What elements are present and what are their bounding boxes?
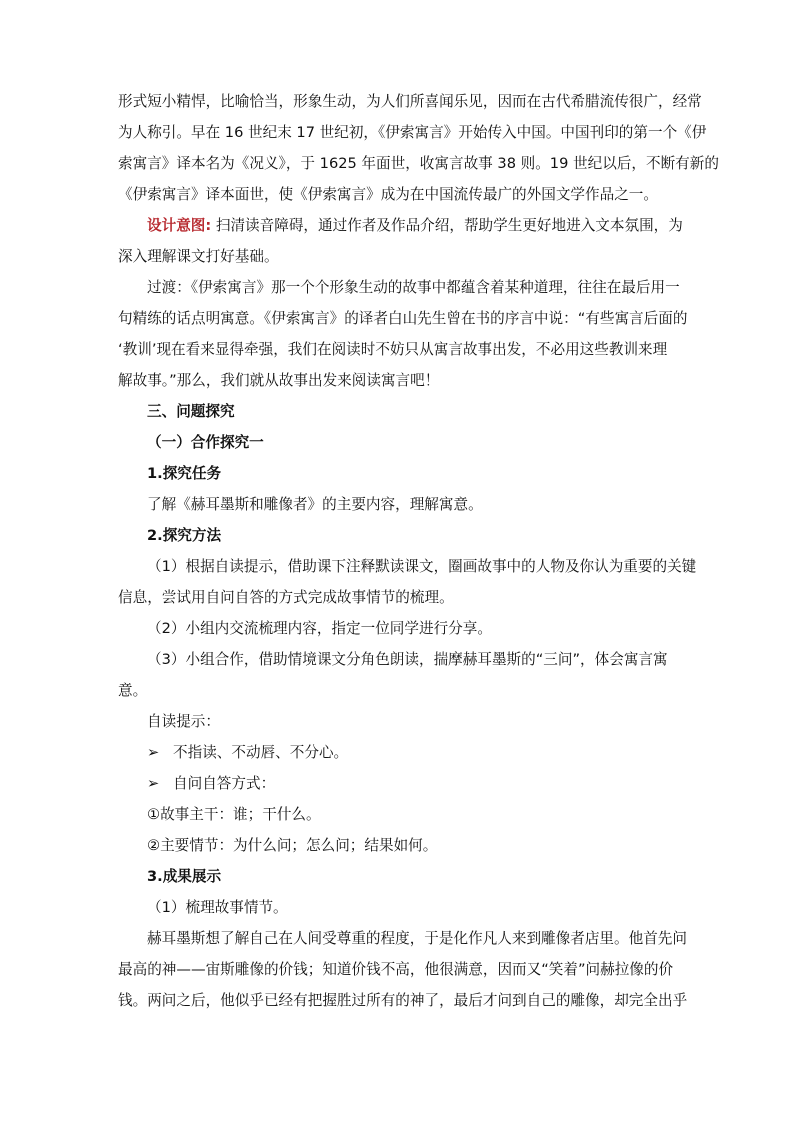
method-heading: 2.探究方法 (147, 527, 222, 544)
paragraph-line: 句精练的话点明寓意。《伊索寓言》的译者白山先生曾在书的序言中说：“有些寓言后面的 (118, 310, 688, 327)
section-heading: 三、问题探究 (147, 403, 235, 420)
tips-label: 自读提示： (147, 713, 220, 730)
paragraph-line: ‘教训’现在看来显得牵强，我们在阅读时不妨只从寓言故事出发，不必用这些教训来理 (118, 341, 668, 358)
arrow-bullet-icon: ➢ (147, 744, 160, 761)
bullet-text: 自问自答方式： (173, 775, 276, 792)
method-item: （2）小组内交流梳理内容，指定一位同学进行分享。 (147, 620, 492, 637)
paragraph-line: 为人称引。早在 16 世纪末 17 世纪初，《伊索寓言》开始传入中国。中国刊印的第一个《伊 (118, 124, 707, 141)
task-text: 了解《赫耳墨斯和雕像者》的主要内容，理解寓意。 (147, 496, 483, 513)
paragraph-line: 解故事。”那么，我们就从故事出发来阅读寓言吧！ (118, 372, 440, 389)
method-item: （1）根据自读提示，借助课下注释默读课文，圈画故事中的人物及你认为重要的关键 (147, 558, 697, 575)
result-heading: 3.成果展示 (147, 868, 222, 885)
paragraph-line: 深入理解课文打好基础。 (118, 248, 279, 265)
bullet-text: 不指读、不动唇、不分心。 (173, 744, 349, 761)
document-page (118, 86, 719, 1016)
paragraph-line: 形式短小精悍，比喻恰当，形象生动，为人们所喜闻乐见，因而在古代希腊流传很广，经常 (118, 93, 702, 110)
paragraph-line: 《伊索寓言》译本面世，使《伊索寓言》成为在中国流传最广的外国文学作品之一。 (118, 186, 658, 203)
result-item: （1）梳理故事情节。 (147, 899, 288, 916)
task-heading: 1.探究任务 (147, 465, 222, 482)
arrow-bullet-icon: ➢ (147, 775, 160, 792)
paragraph-line: 意。 (118, 682, 148, 699)
tips-subitem: ②主要情节：为什么问；怎么问；结果如何。 (147, 837, 438, 854)
design-intent-label: 设计意图: (147, 217, 212, 234)
design-intent-text: 扫清读音障碍，通过作者及作品介绍，帮助学生更好地进入文本氛围，为 (211, 217, 683, 234)
subsection-heading: （一）合作探究一 (147, 434, 264, 451)
paragraph-line: 钱。两问之后，他似乎已经有把握胜过所有的神了，最后才问到自己的雕像，却完全出乎 (118, 992, 688, 1009)
design-intent (118, 210, 683, 241)
paragraph-line: 信息，尝试用自问自答的方式完成故事情节的梳理。 (118, 589, 454, 606)
method-item: （3）小组合作，借助情境课文分角色朗读，揣摩赫耳墨斯的“三问”，体会寓言寓 (147, 651, 668, 668)
paragraph-line: 过渡：《伊索寓言》那一个个形象生动的故事中都蕴含着某种道理，往往在最后用一 (147, 279, 680, 296)
paragraph-line: 赫耳墨斯想了解自己在人间受尊重的程度，于是化作凡人来到雕像者店里。他首先问 (147, 930, 687, 947)
bullet-item (118, 737, 676, 768)
paragraph-line: 索寓言》译本名为《况义》，于 1625 年面世，收寓言故事 38 则。19 世纪以后，不断有新的 (118, 155, 719, 172)
paragraph-line: 最高的神——宙斯雕像的价钱；知道价钱不高，他很满意，因而又“笑着”问赫拉像的价 (118, 961, 674, 978)
tips-subitem: ①故事主干：谁；干什么。 (147, 806, 321, 823)
bullet-item (118, 768, 676, 799)
